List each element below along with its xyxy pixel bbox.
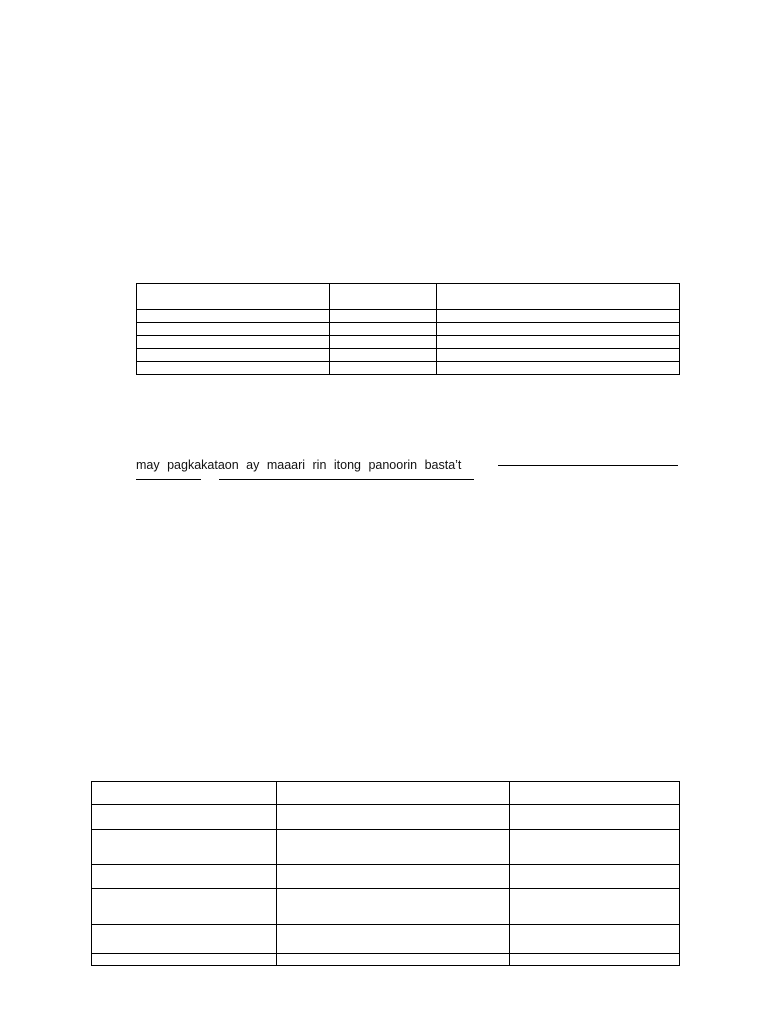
answer-blank-2[interactable]: [136, 479, 201, 480]
table-row: [137, 349, 680, 362]
table-cell: [277, 925, 510, 954]
upper-table-body: [137, 284, 680, 375]
table-cell: [92, 954, 277, 966]
table-cell: [92, 925, 277, 954]
table-cell: [437, 336, 680, 349]
table-cell: [510, 805, 680, 830]
table-cell: [437, 362, 680, 375]
table-cell: [137, 336, 330, 349]
table-cell: [277, 954, 510, 966]
table-row: [92, 925, 680, 954]
table-cell: [92, 782, 277, 805]
table-cell: [330, 284, 437, 310]
table-row: [92, 889, 680, 925]
table-cell: [330, 362, 437, 375]
table-row: [137, 362, 680, 375]
table-row: [92, 830, 680, 865]
table-cell: [510, 830, 680, 865]
table-cell: [437, 323, 680, 336]
table-row: [137, 336, 680, 349]
upper-blank-table: [136, 283, 680, 375]
table-row: [137, 284, 680, 310]
table-row: [137, 310, 680, 323]
table-cell: [437, 310, 680, 323]
table-cell: [137, 323, 330, 336]
table-cell: [137, 310, 330, 323]
table-cell: [437, 284, 680, 310]
table-cell: [277, 782, 510, 805]
table-cell: [277, 805, 510, 830]
table-row: [92, 954, 680, 966]
table-cell: [510, 889, 680, 925]
table-cell: [92, 805, 277, 830]
table-cell: [92, 830, 277, 865]
table-cell: [277, 830, 510, 865]
lower-table-body: [92, 782, 680, 966]
table-cell: [510, 865, 680, 889]
answer-blank-1[interactable]: [498, 465, 678, 466]
table-cell: [330, 310, 437, 323]
answer-blank-3[interactable]: [219, 479, 474, 480]
table-cell: [277, 889, 510, 925]
table-row: [92, 782, 680, 805]
table-cell: [92, 889, 277, 925]
table-cell: [137, 284, 330, 310]
table-cell: [510, 925, 680, 954]
table-cell: [510, 954, 680, 966]
table-cell: [277, 865, 510, 889]
table-row: [137, 323, 680, 336]
table-cell: [330, 349, 437, 362]
table-row: [92, 865, 680, 889]
table-cell: [330, 336, 437, 349]
table-row: [92, 805, 680, 830]
table-cell: [137, 362, 330, 375]
table-cell: [510, 782, 680, 805]
table-cell: [92, 865, 277, 889]
lower-blank-table: [91, 781, 680, 966]
table-cell: [437, 349, 680, 362]
table-cell: [330, 323, 437, 336]
table-cell: [137, 349, 330, 362]
sentence-text: may pagkakataon ay maaari rin itong panoorin basta’t: [136, 458, 462, 472]
